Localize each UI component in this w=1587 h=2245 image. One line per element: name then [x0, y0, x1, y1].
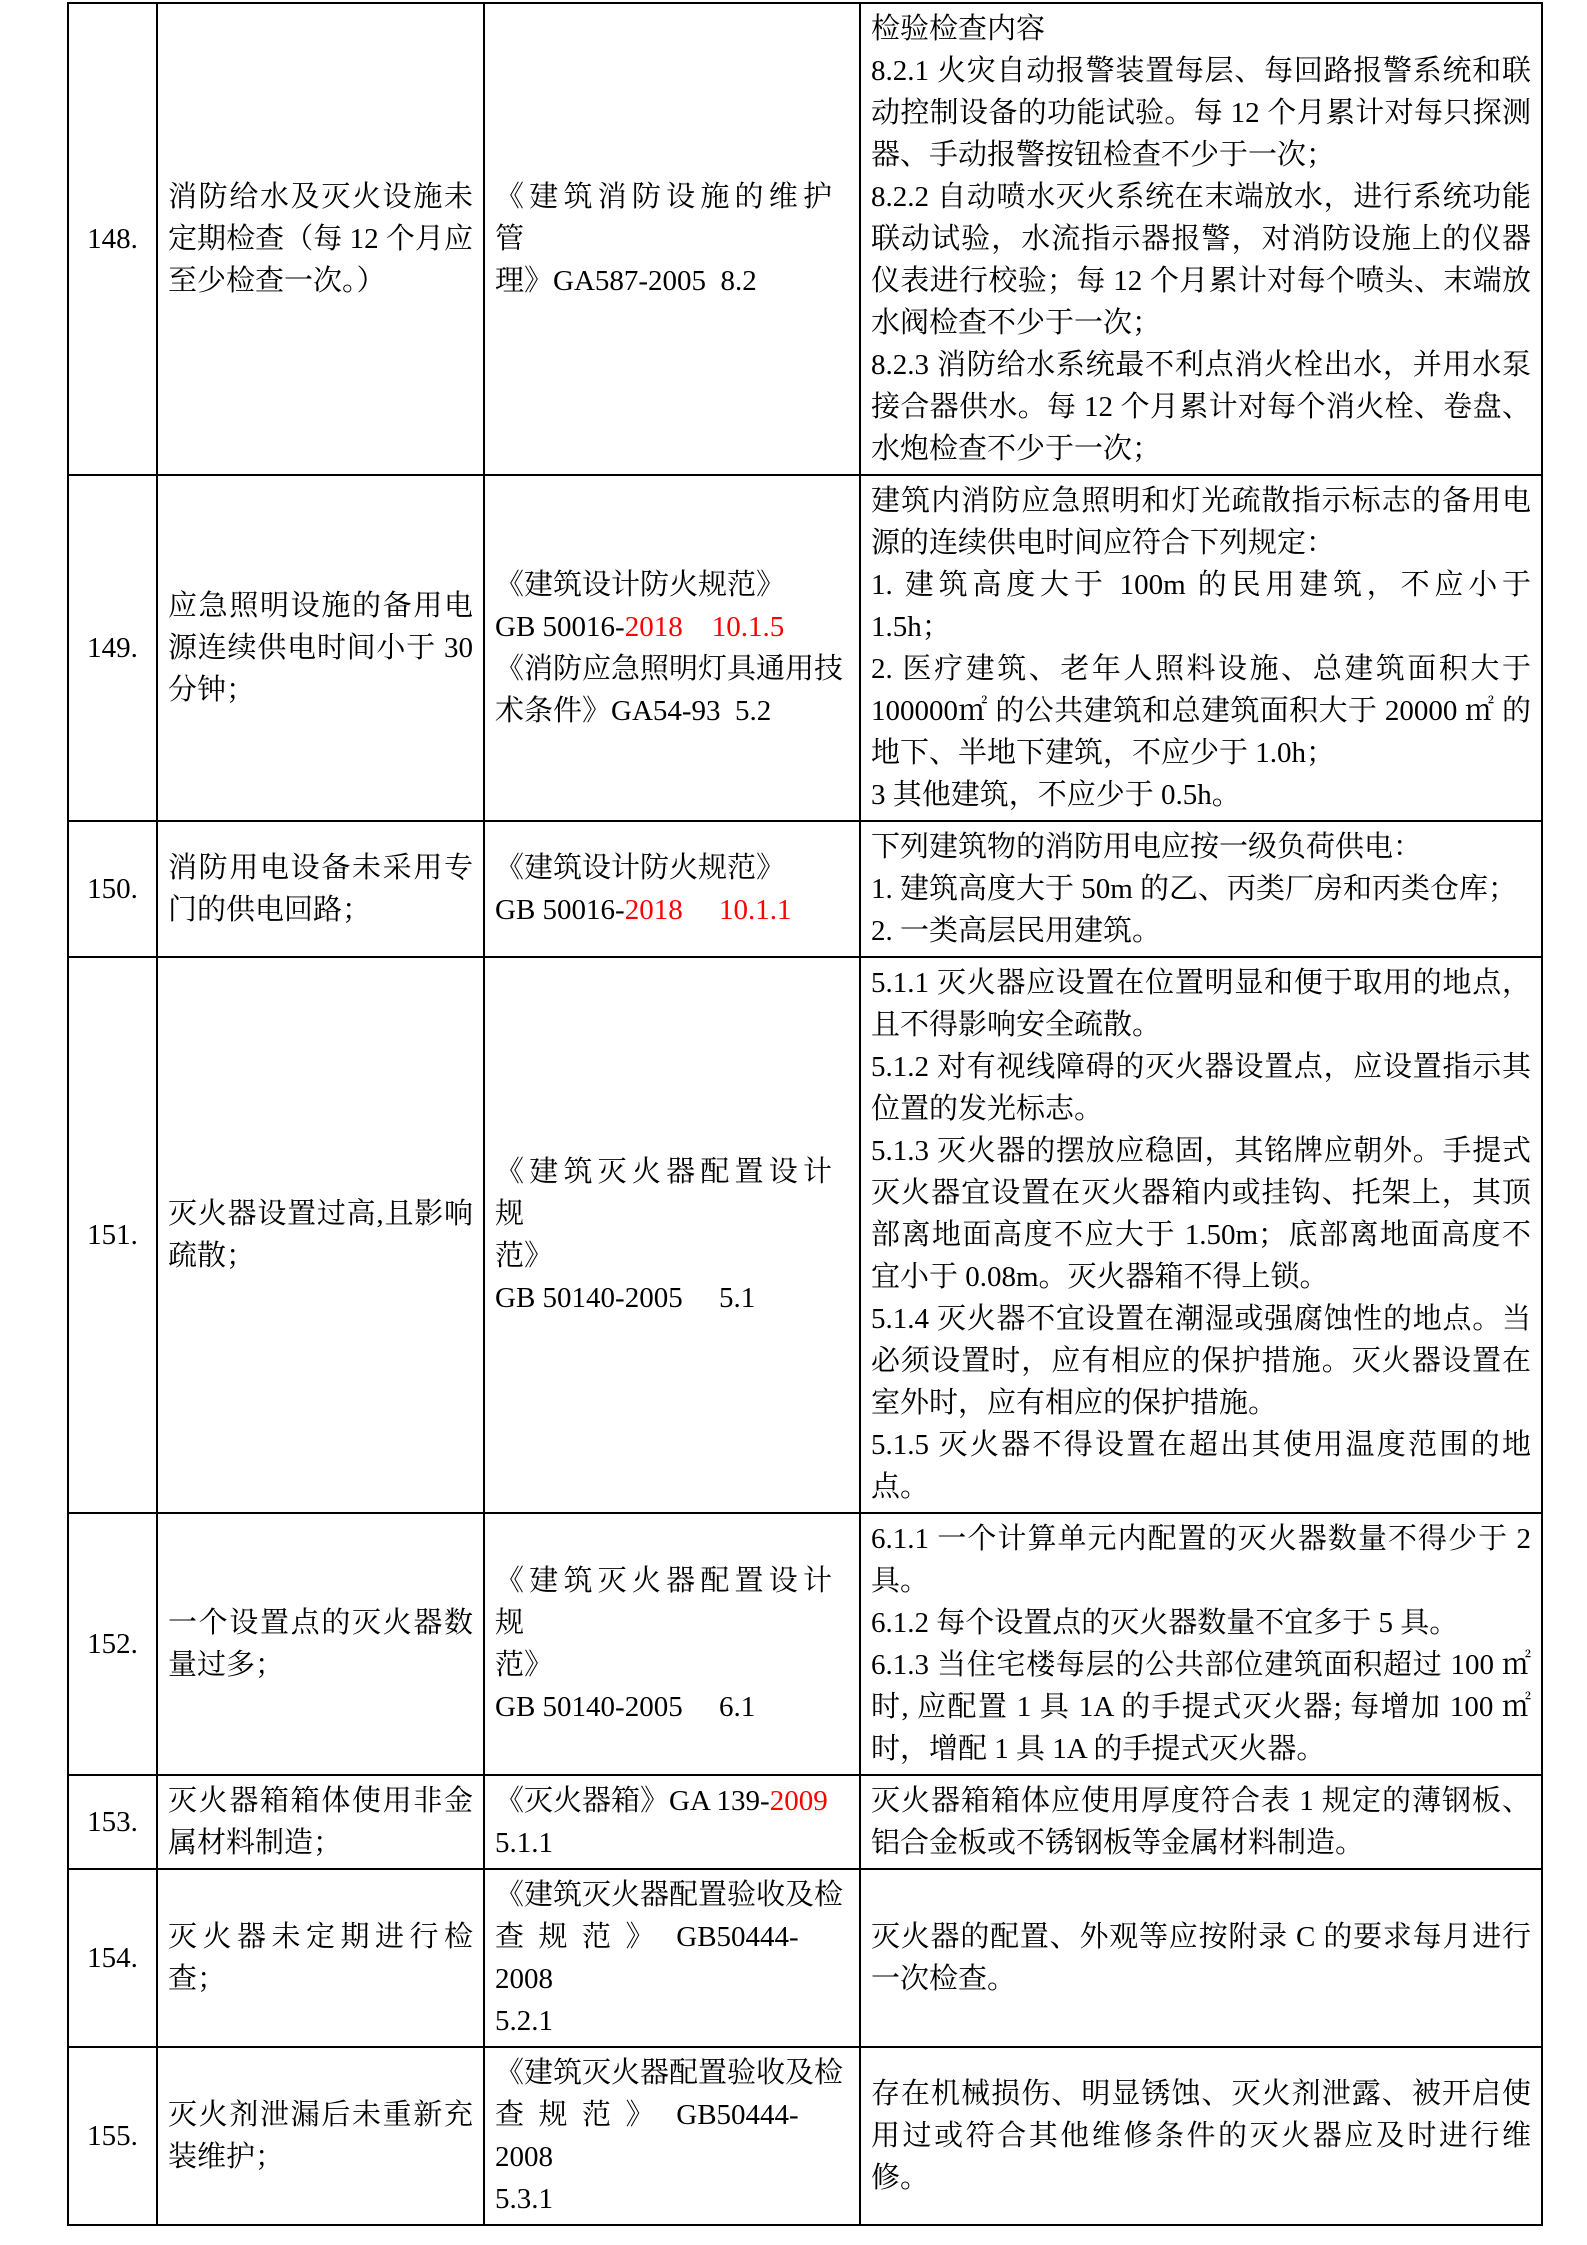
row-number-cell	[68, 957, 157, 1513]
content-text	[871, 8, 1531, 470]
reference-line: 《建筑灭火器配置设计规	[495, 1565, 838, 1639]
reference-line: 《灭火器箱》GA 139-2009	[495, 1785, 828, 1817]
reference-cell	[484, 1775, 860, 1869]
reference-line: 《建筑设计防火规范》	[495, 852, 786, 884]
reference-cell	[484, 475, 860, 821]
content-paragraph: 8.2.3 消防给水系统最不利点消火栓出水，并用水泵接合器供水。每 12 个月累计对每个消火栓、卷盘、水炮检查不少于一次；	[871, 349, 1531, 465]
reference-line: GB 50140-2005 5.1	[495, 1282, 756, 1314]
reference-line: 5.1.1	[495, 1827, 553, 1859]
content-paragraph: 5.1.5 灭火器不得设置在超出其使用温度范围的地点。	[871, 1429, 1531, 1503]
table-row	[68, 3, 1542, 475]
reference-text	[495, 176, 849, 302]
violation-cell	[157, 475, 484, 821]
reference-cell	[484, 1869, 860, 2047]
violation-cell	[157, 1869, 484, 2047]
content-paragraph: 8.2.1 火灾自动报警装置每层、每回路报警系统和联动控制设备的功能试验。每 12 个月累计对每只探测器、手动报警按钮检查不少于一次；	[871, 55, 1531, 171]
violation-text: 消防用电设备未采用专门的供电回路；	[168, 852, 473, 926]
content-paragraph: 5.1.3 灭火器的摆放应稳固，其铭牌应朝外。手提式灭火器宜设置在灭火器箱内或挂钩、托架上，其顶部离地面高度不应大于 1.50m；底部离地面高度不宜小于 0.08m。灭火器箱不得上锁。	[871, 1135, 1531, 1293]
violation-text: 消防给水及灭火设施未定期检查（每 12 个月应至少检查一次。）	[168, 181, 473, 297]
row-number-cell	[68, 1513, 157, 1775]
reference-text	[495, 1151, 849, 1319]
content-paragraph: 6.1.2 每个设置点的灭火器数量不宜多于 5 具。	[871, 1607, 1459, 1639]
table-row	[68, 1869, 1542, 2047]
row-number-cell	[68, 475, 157, 821]
violation-cell	[157, 3, 484, 475]
reference-line: 《建筑灭火器配置设计规	[495, 1156, 838, 1230]
content-paragraph: 下列建筑物的消防用电应按一级负荷供电：	[871, 831, 1423, 863]
reference-cell	[484, 957, 860, 1513]
content-paragraph: 5.1.1 灭火器应设置在位置明显和便于取用的地点，且不得影响安全疏散。	[871, 967, 1531, 1041]
content-text	[871, 1916, 1531, 2000]
table-row	[68, 1513, 1542, 1775]
reference-line: GB 50140-2005 6.1	[495, 1691, 756, 1723]
table-row	[68, 1775, 1542, 1869]
violation-cell	[157, 2047, 484, 2225]
content-cell	[860, 1869, 1542, 2047]
violation-text: 一个设置点的灭火器数量过多；	[168, 1607, 473, 1681]
reference-text	[495, 1780, 849, 1864]
reference-line: 《消防应急照明灯具通用技	[495, 653, 844, 685]
content-paragraph: 1. 建筑高度大于 100m 的民用建筑，不应小于 1.5h；	[871, 569, 1531, 643]
row-number-cell	[68, 821, 157, 957]
content-paragraph: 5.1.2 对有视线障碍的灭火器设置点，应设置指示其位置的发光标志。	[871, 1051, 1531, 1125]
content-paragraph: 1. 建筑高度大于 50m 的乙、丙类厂房和丙类仓库；	[871, 873, 1518, 905]
content-cell	[860, 2047, 1542, 2225]
reference-line: 查规范》 GB50444-2008	[495, 2099, 799, 2173]
row-number: 152.	[87, 1628, 138, 1660]
reference-line: 5.3.1	[495, 2183, 553, 2215]
content-paragraph: 灭火器的配置、外观等应按附录 C 的要求每月进行一次检查。	[871, 1921, 1531, 1995]
reference-line: 《建筑灭火器配置验收及检	[495, 1879, 844, 1911]
reference-text	[495, 564, 849, 732]
content-text	[871, 480, 1531, 816]
content-cell	[860, 957, 1542, 1513]
content-paragraph: 5.1.4 灭火器不宜设置在潮湿或强腐蚀性的地点。当必须设置时，应有相应的保护措施。灭火器设置在室外时，应有相应的保护措施。	[871, 1303, 1531, 1419]
row-number: 155.	[87, 2120, 138, 2152]
reference-line: 《建筑消防设施的维护管	[495, 181, 838, 255]
violation-text: 灭火器设置过高,且影响疏散；	[168, 1198, 473, 1272]
content-paragraph: 检验检查内容	[871, 13, 1046, 45]
row-number-cell	[68, 3, 157, 475]
content-paragraph: 2. 一类高层民用建筑。	[871, 915, 1162, 947]
content-text	[871, 2073, 1531, 2199]
reference-line: 《建筑灭火器配置验收及检	[495, 2057, 844, 2089]
reference-line: 范》	[495, 1240, 554, 1272]
content-paragraph: 6.1.3 当住宅楼每层的公共部位建筑面积超过 100 ㎡时, 应配置 1 具 1A 的手提式灭火器; 每增加 100 ㎡时，增配 1 具 1A 的手提式灭火器。	[871, 1649, 1531, 1765]
content-cell	[860, 821, 1542, 957]
content-paragraph: 建筑内消防应急照明和灯光疏散指示标志的备用电源的连续供电时间应符合下列规定：	[871, 485, 1531, 559]
reference-text	[495, 2052, 849, 2220]
content-paragraph: 8.2.2 自动喷水灭火系统在末端放水，进行系统功能联动试验，水流指示器报警，对消防设施上的仪器仪表进行校验；每 12 个月累计对每个喷头、末端放水阀检查不少于一次；	[871, 181, 1531, 339]
reference-line: 理》GA587-2005 8.2	[495, 265, 757, 297]
violation-text: 灭火剂泄漏后未重新充装维护；	[168, 2099, 473, 2173]
content-text	[871, 1518, 1531, 1770]
row-number-cell	[68, 1869, 157, 2047]
reference-cell	[484, 2047, 860, 2225]
content-paragraph: 存在机械损伤、明显锈蚀、灭火剂泄露、被开启使用过或符合其他维修条件的灭火器应及时进行维修。	[871, 2078, 1531, 2194]
violation-text: 应急照明设施的备用电源连续供电时间小于 30 分钟；	[168, 590, 473, 706]
reference-cell	[484, 1513, 860, 1775]
violation-cell	[157, 957, 484, 1513]
reference-cell	[484, 821, 860, 957]
reference-text	[495, 1874, 849, 2042]
row-number-cell	[68, 1775, 157, 1869]
content-cell	[860, 1775, 1542, 1869]
violation-table	[67, 2, 1543, 2226]
violation-cell	[157, 1513, 484, 1775]
reference-line: 5.2.1	[495, 2005, 553, 2037]
table-row	[68, 475, 1542, 821]
table-body	[68, 3, 1542, 2225]
reference-line: 《建筑设计防火规范》	[495, 569, 786, 601]
row-number: 149.	[87, 632, 138, 664]
content-paragraph: 6.1.1 一个计算单元内配置的灭火器数量不得少于 2 具。	[871, 1523, 1531, 1597]
content-text	[871, 962, 1531, 1508]
content-cell	[860, 475, 1542, 821]
content-paragraph: 3 其他建筑，不应少于 0.5h。	[871, 779, 1241, 811]
violation-cell	[157, 1775, 484, 1869]
reference-text	[495, 1560, 849, 1728]
reference-line: GB 50016-2018 10.1.1	[495, 894, 792, 926]
content-text	[871, 1780, 1531, 1864]
violation-cell	[157, 821, 484, 957]
row-number: 151.	[87, 1219, 138, 1251]
reference-text	[495, 847, 849, 931]
table-row	[68, 2047, 1542, 2225]
content-paragraph: 灭火器箱箱体应使用厚度符合表 1 规定的薄钢板、铝合金板或不锈钢板等金属材料制造。	[871, 1785, 1531, 1859]
row-number: 148.	[87, 223, 138, 255]
row-number-cell	[68, 2047, 157, 2225]
row-number: 153.	[87, 1806, 138, 1838]
row-number: 154.	[87, 1942, 138, 1974]
table-row	[68, 957, 1542, 1513]
reference-line: 术条件》GA54-93 5.2	[495, 695, 772, 727]
table-row	[68, 821, 1542, 957]
row-number: 150.	[87, 873, 138, 905]
reference-line: 范》	[495, 1649, 554, 1681]
violation-text: 灭火器未定期进行检查；	[168, 1921, 473, 1995]
reference-line: GB 50016-2018 10.1.5	[495, 611, 785, 643]
violation-text: 灭火器箱箱体使用非金属材料制造；	[168, 1785, 473, 1859]
content-paragraph: 2. 医疗建筑、老年人照料设施、总建筑面积大于 100000㎡ 的公共建筑和总建筑面积大于 20000 ㎡ 的地下、半地下建筑，不应少于 1.0h；	[871, 653, 1531, 769]
reference-cell	[484, 3, 860, 475]
content-cell	[860, 1513, 1542, 1775]
content-text	[871, 826, 1531, 952]
reference-line: 查规范》 GB50444-2008	[495, 1921, 799, 1995]
content-cell	[860, 3, 1542, 475]
